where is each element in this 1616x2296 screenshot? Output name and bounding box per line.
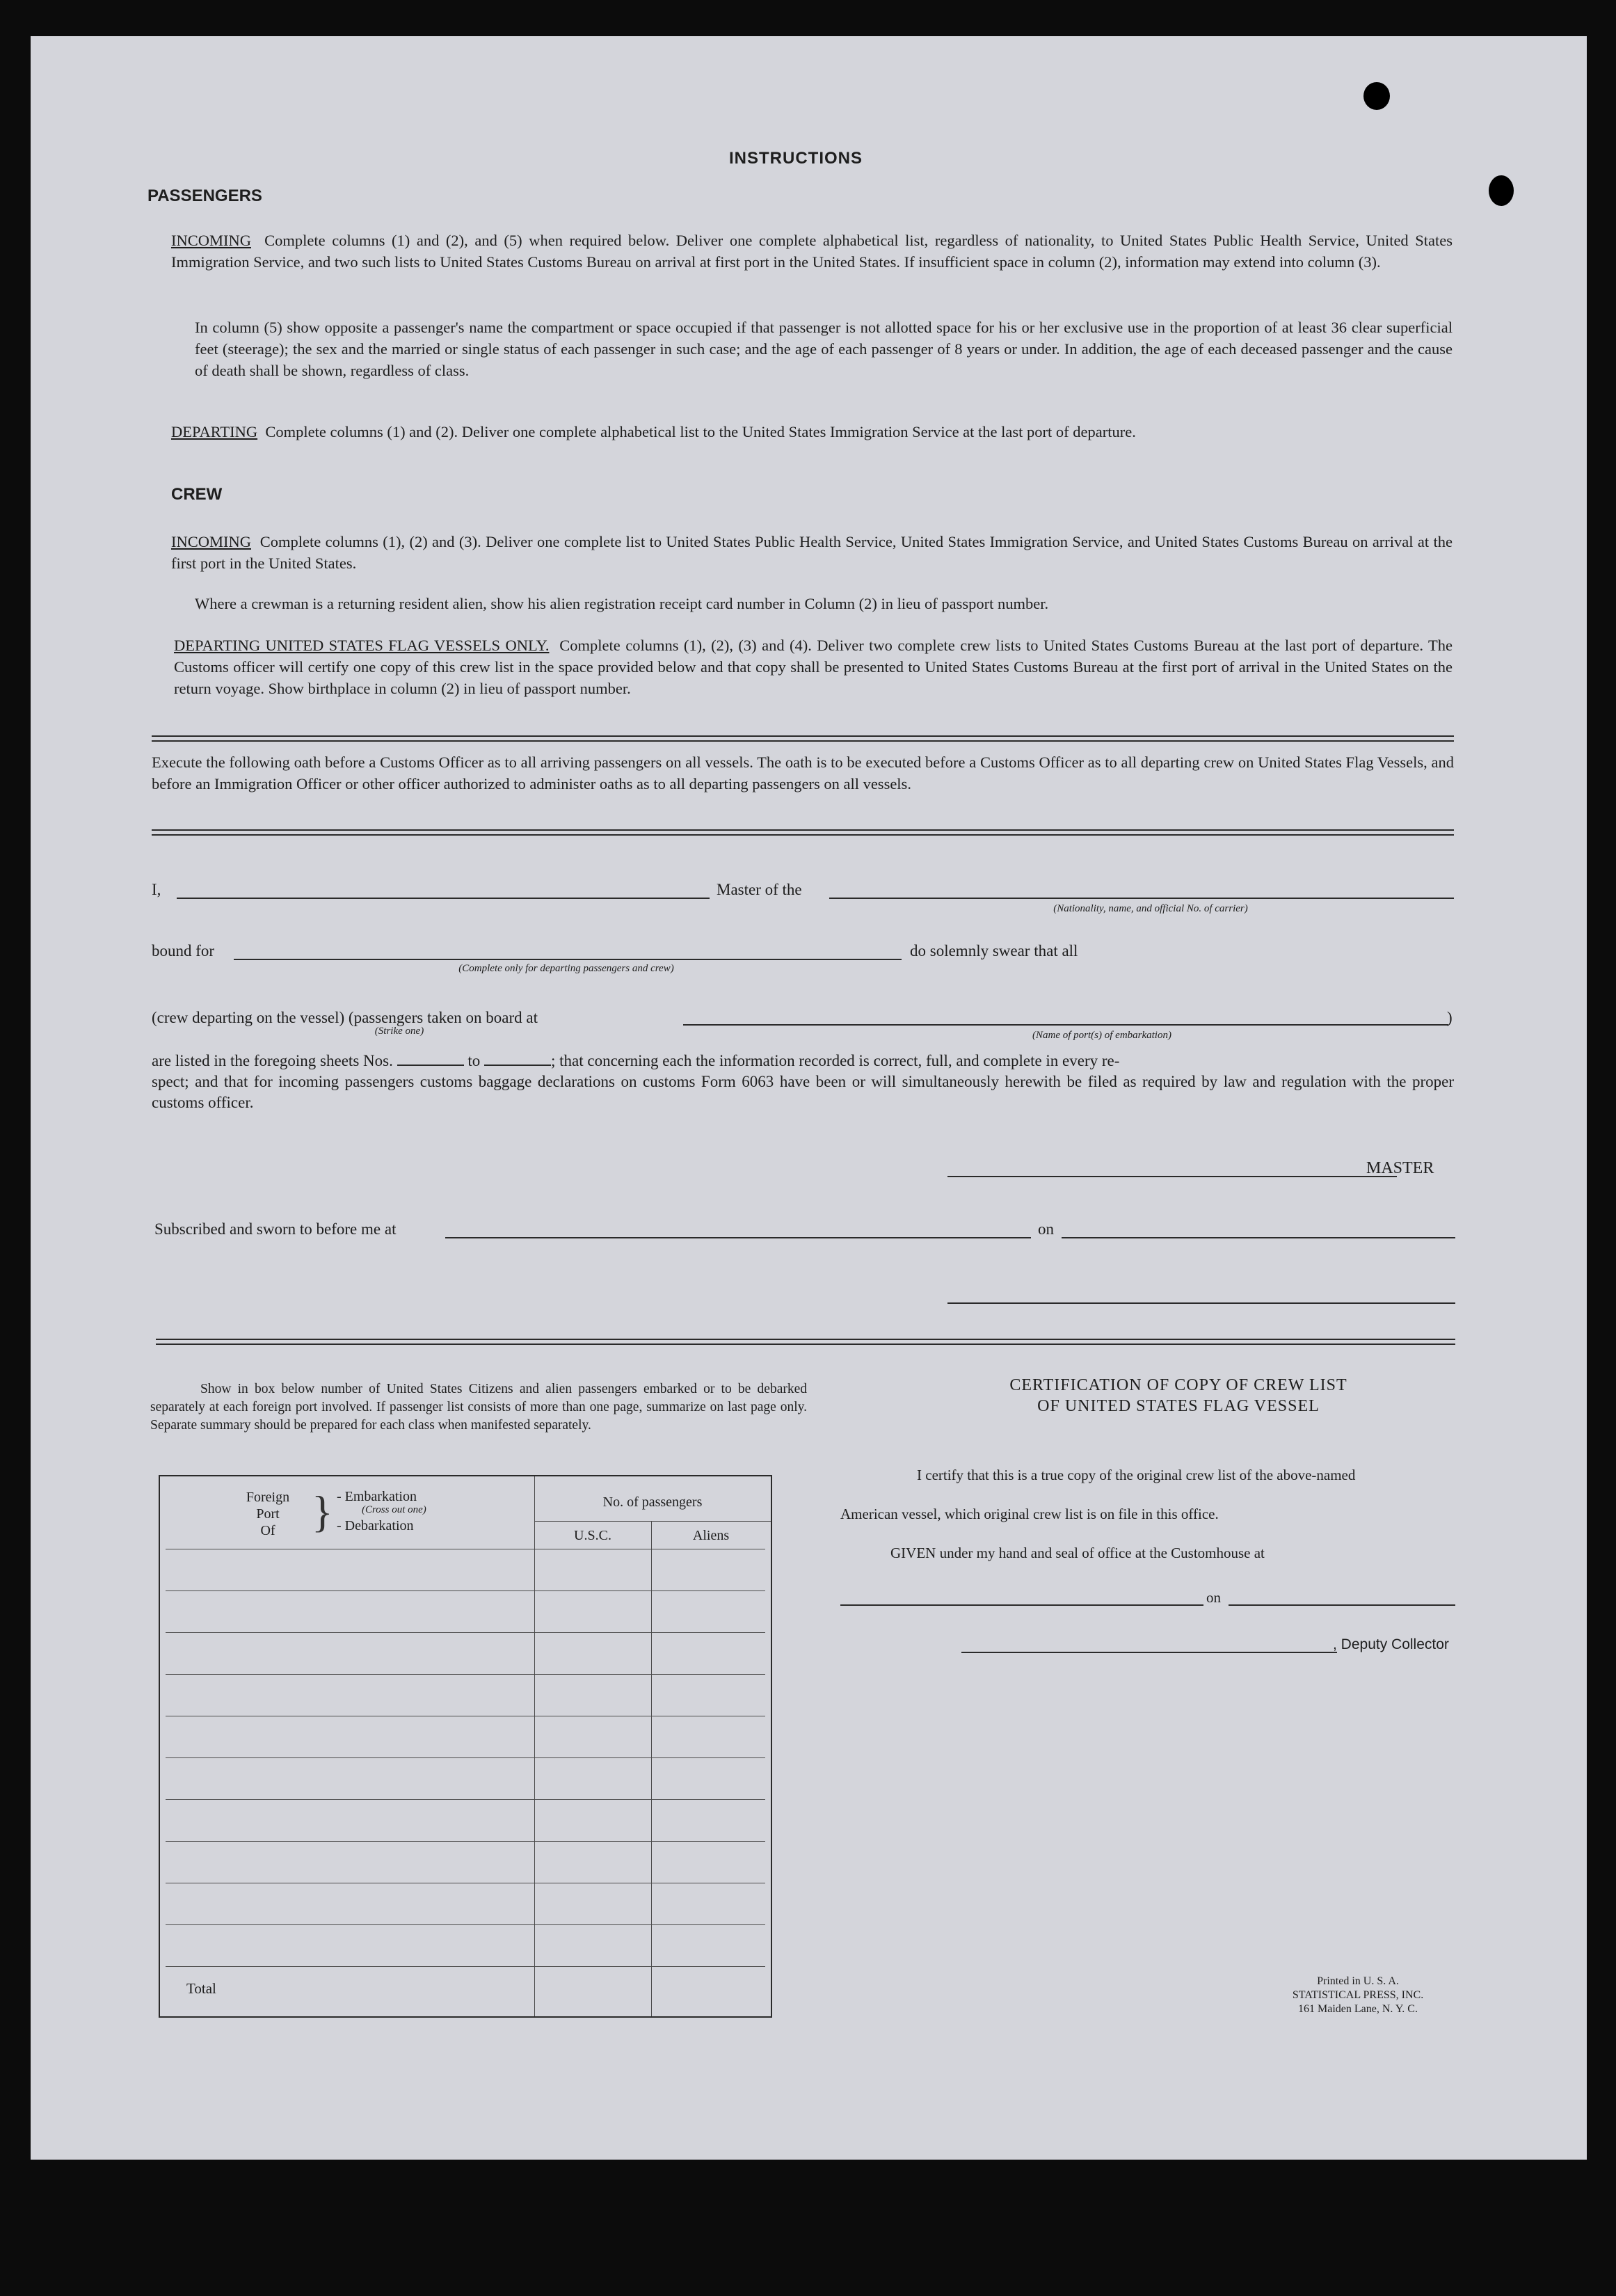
crew-departing-text: Complete columns (1), (2), (3) and (4). Deliver two complete crew lists to United States Customs Bureau at the last port of departure. The Customs officer will certify one copy of this crew list in the space provided below and that copy shall be presented to United States Customs Bureau at the first port of arrival in the United States on the return voyage. Show birthplace in column (2) in lieu of passport number. (174, 637, 1453, 697)
strike-caption: (Strike one) (374, 1026, 424, 1037)
carrier-caption: (Nationality, name, and official No. of carrier) (1053, 903, 1248, 914)
sheet-from-field[interactable] (397, 1052, 464, 1066)
printer-imprint: Printed in U. S. A. STATISTICAL PRESS, INC. 161 Maiden Lane, N. Y. C. (1292, 1975, 1424, 2015)
bound-for-line[interactable] (234, 959, 902, 960)
foreign-port-header: Foreign Port Of (246, 1490, 290, 1538)
crew-resident-paragraph: Where a crewman is a returning resident alien, show his alien registration receipt card number in Column (2) in lieu of passport number. (195, 595, 1049, 612)
given-on-label: on (1206, 1589, 1221, 1606)
listed-rest-text: spect; and that for incoming passengers customs baggage declarations on customs Form 6063 have been or will simultaneously herewith be filed as required by law and regulation with the proper customs officer. (152, 1073, 1454, 1111)
deputy-collector-label: , Deputy Collector (1333, 1636, 1449, 1652)
form-page (31, 36, 1587, 2160)
certification-title-line2: OF UNITED STATES FLAG VESSEL (1037, 1397, 1320, 1415)
total-label: Total (186, 1980, 216, 1997)
bound-caption: (Complete only for departing passengers and crew) (458, 963, 674, 974)
passengers-departing-label: DEPARTING (171, 423, 258, 440)
no-passengers-header: No. of passengers (602, 1494, 703, 1510)
divider-double (152, 829, 1454, 836)
usc-header: U.S.C. (574, 1528, 611, 1543)
master-name-line[interactable] (177, 898, 710, 899)
ports-caption: (Name of port(s) of embarkation) (1032, 1030, 1171, 1041)
given-date-line[interactable] (1229, 1604, 1455, 1606)
certification-title (879, 1375, 1478, 1417)
carrier-line[interactable] (829, 898, 1454, 899)
master-label: MASTER (1366, 1159, 1434, 1177)
passengers-departing-text: Complete columns (1) and (2). Deliver one complete alphabetical list to the United States Immigration Service at the last port of departure. (265, 423, 1136, 440)
sworn-on-line[interactable] (1062, 1237, 1455, 1238)
brace-icon: } (312, 1487, 333, 1536)
crew-heading: CREW (171, 485, 223, 504)
oath-i-label: I, (152, 881, 161, 898)
summary-instructions: Show in box below number of United States Citizens and alien passengers embarked or to be debarked separately at each foreign port involved. If passenger list consists of more than one page, summarize on last page only. Separate summary should be prepared for each class when manifested separately. (150, 1382, 807, 1433)
debark-label: - Debarkation (337, 1518, 414, 1533)
oath-instructions: Execute the following oath before a Customs Officer as to all arriving passengers on all vessels. The oath is to be executed before a Customs Officer as to all departing crew on United States Flag Vessels, and before an Immigration Officer or other officer authorized to administer oaths as to all departing passengers on all vessels. (152, 754, 1454, 792)
swear-label: do solemnly swear that all (910, 942, 1078, 959)
passengers-incoming-label: INCOMING (171, 232, 251, 249)
listed-to-label: to (467, 1052, 481, 1069)
crew-incoming-paragraph (171, 531, 1453, 574)
bound-for-label: bound for (152, 942, 215, 959)
listed-cont-text: ; that concerning each the information recorded is correct, full, and complete in every re- (550, 1052, 1120, 1069)
given-text: GIVEN under my hand and seal of office at the Customhouse at (890, 1545, 1265, 1561)
passengers-heading: PASSENGERS (147, 186, 262, 205)
embark-label: - Embarkation (337, 1489, 417, 1504)
aliens-header: Aliens (692, 1528, 730, 1543)
divider-double (156, 1339, 1455, 1345)
crew-departing-label: DEPARTING UNITED STATES FLAG VESSELS ONLY. (174, 637, 550, 654)
sheet-to-field[interactable] (484, 1052, 551, 1066)
passengers-incoming-text: Complete columns (1) and (2), and (5) when required below. Deliver one complete alphabetical list, regardless of nationality, to United States Public Health Service, United States Immigration Service, and two such lists to United States Customs Bureau on arrival at first port in the United States. If insufficient space in column (2), information may extend into column (3). (171, 232, 1453, 271)
customhouse-line[interactable] (840, 1604, 1203, 1606)
ports-line[interactable] (683, 1024, 1448, 1026)
certify-text: I certify that this is a true copy of the original crew list of the above-named (917, 1467, 1356, 1483)
deputy-signature-line[interactable] (961, 1652, 1337, 1653)
crew-departing-paragraph (174, 635, 1453, 699)
column5-paragraph: In column (5) show opposite a passenger's name the compartment or space occupied if that passenger is not allotted space for his or her exclusive use in the proportion of at least 36 clear superficial feet (steerage); the sex and the married or single status of each passenger in such case; and the age of each passenger of 8 years or under. In addition, the age of each deceased passenger and the cause of death shall be shown, regardless of class. (195, 319, 1453, 379)
page-title: INSTRUCTIONS (729, 149, 863, 168)
passengers-departing-paragraph (171, 421, 1453, 443)
passenger-summary-table (159, 1475, 772, 2018)
master-of-label: Master of the (717, 881, 802, 898)
listed-paragraph (152, 1051, 1454, 1113)
cross-out-label: (Cross out one) (362, 1504, 426, 1515)
punch-hole (1363, 82, 1390, 110)
sworn-on-label: on (1038, 1220, 1054, 1238)
subscribed-label: Subscribed and sworn to before me at (154, 1220, 397, 1238)
master-signature-line[interactable] (947, 1176, 1397, 1177)
crew-passengers-label: (crew departing on the vessel) (passengers taken on board at (152, 1009, 538, 1026)
divider-double (152, 735, 1454, 742)
punch-hole (1489, 175, 1514, 206)
listed-label: are listed in the foregoing sheets Nos. (152, 1052, 393, 1069)
certification-title-line1: CERTIFICATION OF COPY OF CREW LIST (1009, 1376, 1347, 1394)
passengers-incoming-paragraph (171, 230, 1453, 273)
crew-incoming-text: Complete columns (1), (2) and (3). Deliver one complete list to United States Public Health Service, United States Immigration Service, and United States Customs Bureau on arrival at the first port in the United States. (171, 533, 1453, 572)
sworn-at-line[interactable] (445, 1237, 1031, 1238)
close-paren: ) (1447, 1009, 1453, 1026)
certify-text-cont: American vessel, which original crew list is on file in this office. (840, 1506, 1219, 1522)
crew-incoming-label: INCOMING (171, 533, 251, 550)
officer-signature-line[interactable] (947, 1302, 1455, 1304)
